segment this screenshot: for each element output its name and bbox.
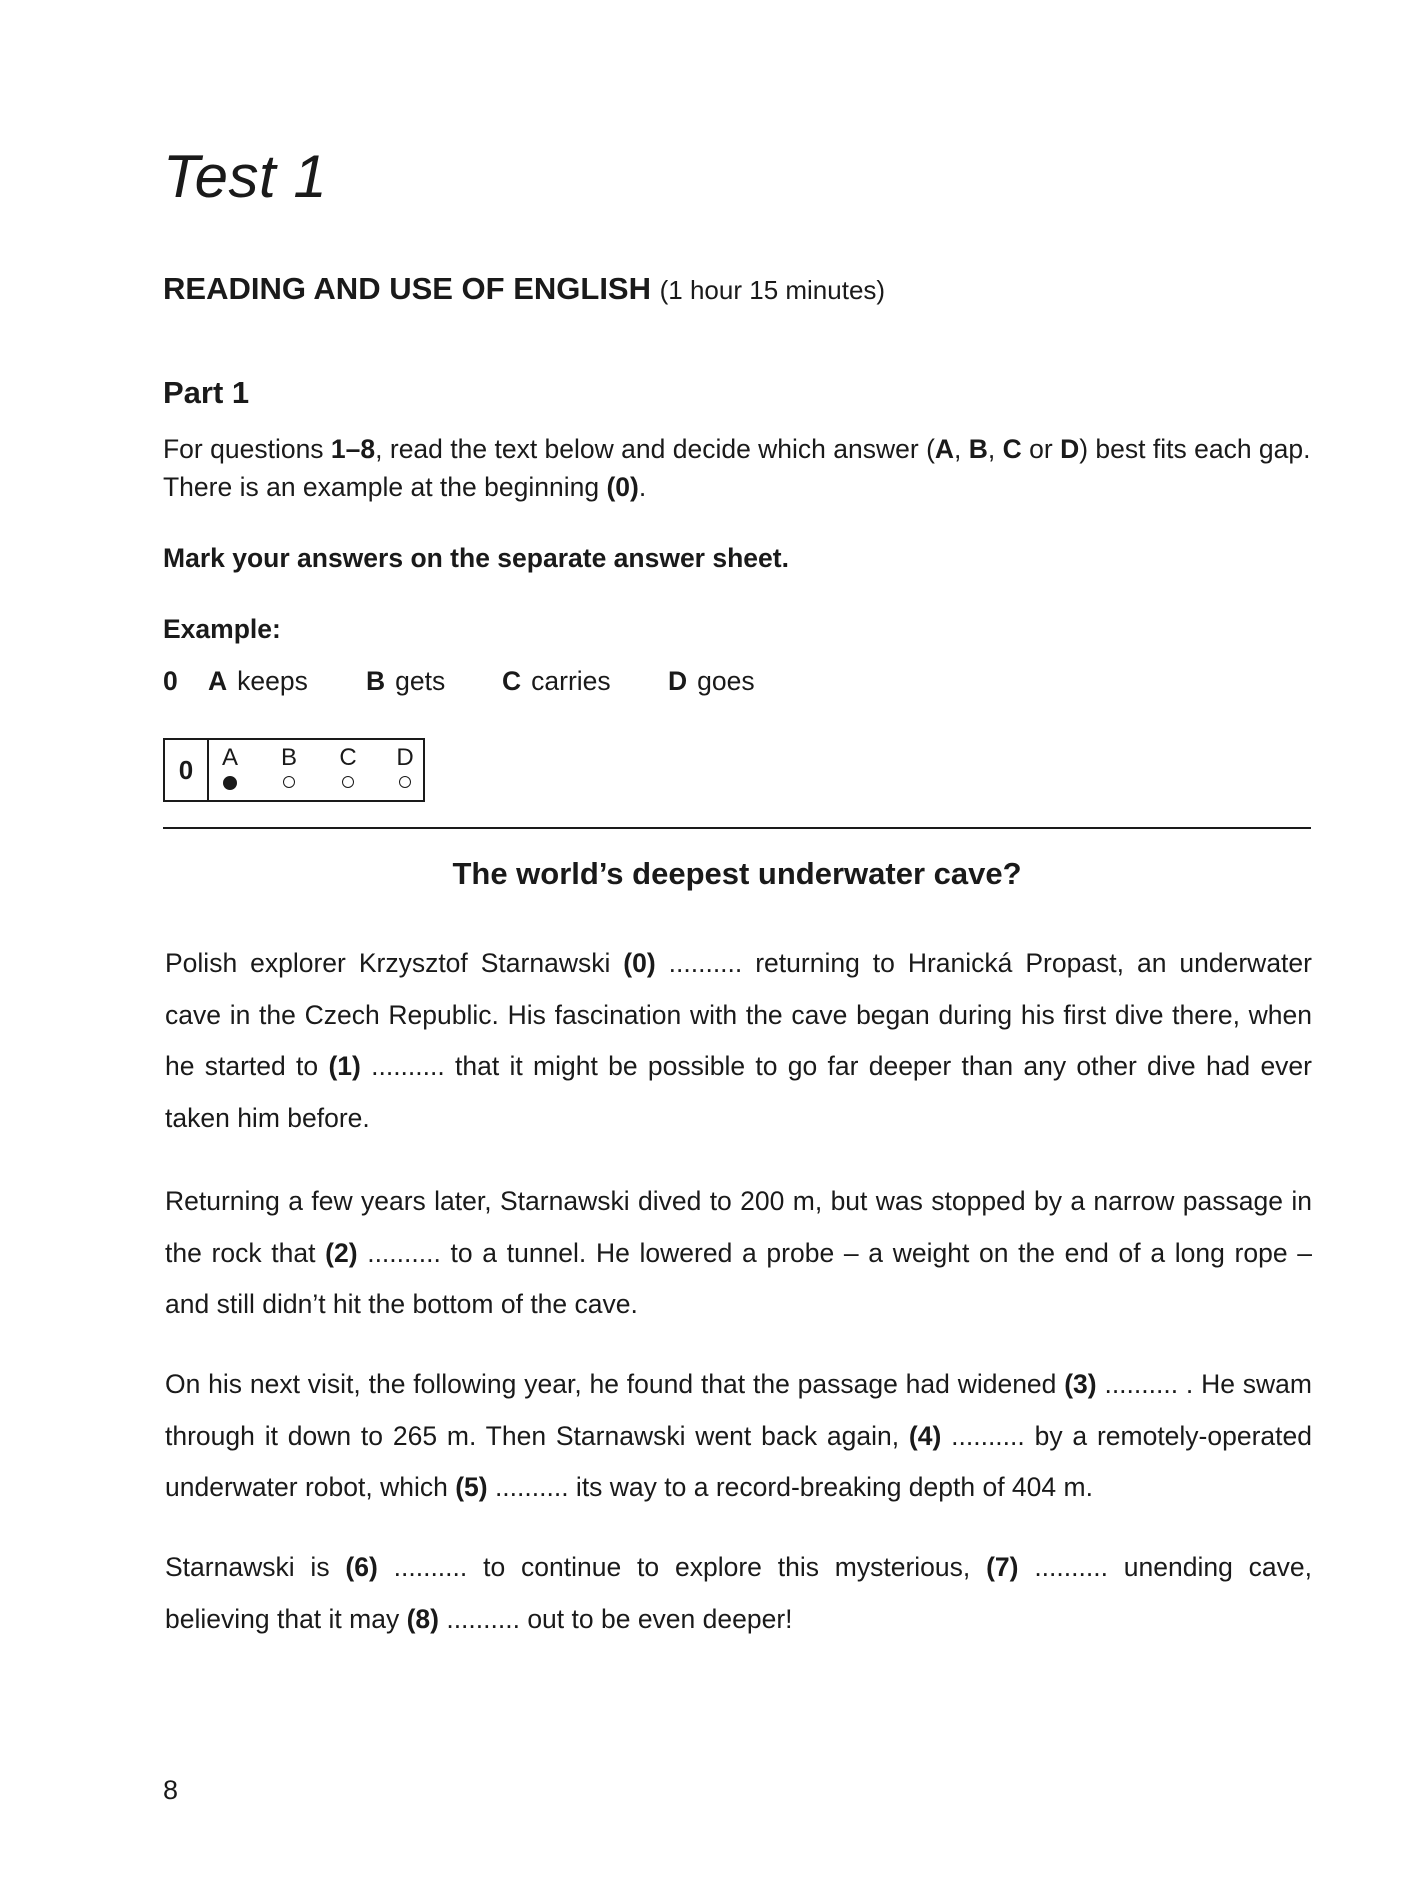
option-text: keeps	[237, 666, 308, 696]
option-letter-c: C	[1002, 434, 1022, 464]
instructions	[163, 430, 1323, 506]
paragraph-text: .......... . He swam through it down to 265 m. Then Starnawski went back again,	[165, 1369, 1312, 1451]
article-title: The world’s deepest underwater cave?	[452, 856, 1022, 891]
option-letter-d: D	[1060, 434, 1080, 464]
section-heading	[163, 271, 885, 307]
option-letter-a: A	[934, 434, 955, 464]
option-text: carries	[531, 666, 611, 696]
paragraph-text: Polish explorer Krzysztof Starnawski	[165, 948, 624, 978]
paragraph-text: Returning a few years later, Starnawski dived to 200 m, but was stopped by a narrow passage in the rock that	[165, 1186, 1312, 1268]
mark-answers-note: Mark your answers on the separate answer sheet.	[163, 543, 789, 573]
option-text: gets	[395, 666, 446, 696]
answer-choice-d	[390, 744, 420, 788]
option-letter-b: B	[968, 434, 988, 464]
instr-text: .	[638, 472, 647, 502]
instr-text: ) best fits each gap.	[1079, 434, 1311, 464]
page-number: 8	[163, 1775, 179, 1805]
filled-bubble	[223, 776, 237, 790]
paragraph-text: .......... to continue to explore this mysterious,	[377, 1552, 987, 1582]
gap-marker: (4)	[908, 1420, 942, 1451]
instr-text: There is an example at the beginning	[163, 472, 607, 502]
choice-letter: A	[221, 744, 238, 771]
instr-text: , read the text below and decide which answer (	[375, 434, 935, 464]
paragraph-text: Starnawski is	[165, 1552, 346, 1582]
example-option-b	[366, 666, 445, 697]
option-letter: B	[366, 666, 386, 696]
paragraph-text: .......... that it might be possible to go far deeper than any other dive had ever taken him before.	[165, 1051, 1312, 1133]
gap-marker: (5)	[455, 1472, 488, 1502]
instr-text: or	[1021, 434, 1061, 464]
article-paragraph-2	[165, 1176, 1312, 1331]
empty-bubble	[283, 776, 295, 788]
question-range: 1–8	[330, 434, 376, 464]
gap-marker: (3)	[1064, 1369, 1097, 1399]
article-paragraph-3	[165, 1359, 1312, 1514]
section-name: READING AND USE OF ENGLISH	[163, 271, 651, 306]
paragraph-text: .......... by a remotely-operated underwater robot, which	[165, 1420, 1312, 1502]
article-paragraph-1	[165, 938, 1312, 1144]
paragraph-text: .......... returning to Hranická Propast, an underwater cave in the Czech Republic. His fascination with the cave began during his first dive there, when he started to	[165, 948, 1312, 1081]
gap-marker: (1)	[328, 1051, 361, 1081]
gap-marker: (7)	[986, 1552, 1019, 1582]
paragraph-text: .......... to a tunnel. He lowered a probe – a weight on the end of a long rope – and still didn’t hit the bottom of the cave.	[165, 1237, 1312, 1319]
option-letter: D	[668, 666, 688, 696]
gap-marker: (6)	[345, 1552, 378, 1582]
section-duration: (1 hour 15 minutes)	[659, 275, 886, 305]
gap-marker: (2)	[325, 1237, 358, 1268]
answer-box-number: 0	[165, 740, 209, 800]
paragraph-text: .......... unending cave, believing that it may	[165, 1552, 1312, 1634]
instr-text: For questions	[163, 434, 331, 464]
article-paragraph-4	[165, 1542, 1312, 1645]
test-title: Test 1	[163, 143, 328, 210]
choice-letter: D	[396, 744, 414, 771]
instr-text: ,	[954, 434, 969, 464]
paragraph-text: .......... out to be even deeper!	[438, 1603, 793, 1634]
answer-choice-b	[274, 744, 304, 788]
section-divider	[163, 827, 1311, 829]
example-option-c	[502, 666, 611, 697]
choice-letter: B	[280, 744, 297, 771]
example-option-a	[208, 666, 308, 697]
answer-choice-c	[333, 744, 363, 788]
choice-letter: C	[339, 744, 357, 771]
option-letter: A	[208, 666, 228, 696]
empty-bubble	[399, 776, 411, 788]
gap-marker: (0)	[623, 948, 656, 978]
empty-bubble	[342, 776, 354, 788]
option-letter: C	[502, 666, 522, 696]
paragraph-text: On his next visit, the following year, he found that the passage had widened	[165, 1369, 1065, 1399]
instr-text: ,	[987, 434, 1003, 464]
example-label: Example:	[163, 614, 281, 644]
example-marker: (0)	[606, 472, 639, 502]
option-text: goes	[697, 666, 755, 696]
gap-marker: (8)	[406, 1603, 439, 1634]
example-number: 0	[163, 666, 178, 696]
part-title: Part 1	[163, 375, 250, 410]
example-answer-box	[163, 738, 425, 802]
paragraph-text: .......... its way to a record-breaking depth of 404 m.	[487, 1472, 1093, 1502]
answer-choice-a	[215, 744, 245, 790]
example-option-d	[668, 666, 755, 697]
